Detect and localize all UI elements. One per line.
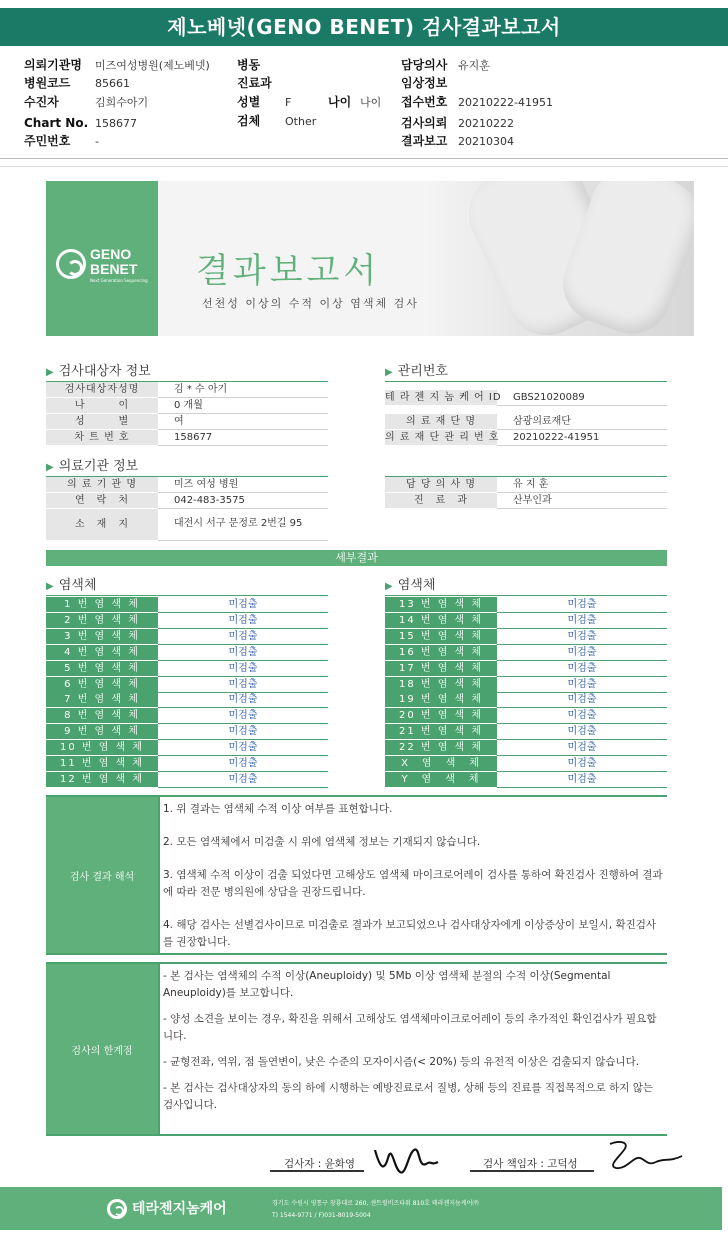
chromosome-result: 미검출: [158, 677, 328, 693]
chromosome-name: 1 번 염 색 체: [46, 597, 158, 612]
chromosome-row: [46, 629, 328, 645]
field-label: 검체: [237, 114, 261, 128]
arrow-icon: ▶: [46, 581, 54, 592]
logo-text: GENO BENET: [90, 246, 138, 277]
chromosome-name: 19 번 염 색 체: [385, 692, 497, 707]
chromosome-result: 미검출: [497, 629, 667, 645]
chromosome-row: [385, 645, 667, 661]
chromosome-result: 미검출: [158, 597, 328, 613]
chromosome-name: 15 번 염 색 체: [385, 629, 497, 644]
info-row: 나 이 0 개월: [46, 398, 328, 414]
banner-logo-panel: [46, 181, 158, 336]
banner-photo: [426, 181, 694, 336]
info-row: 담 당 의 사 명 유 지 훈: [385, 477, 667, 493]
signature-line: [470, 1170, 594, 1172]
section-title-chromosome: ▶ 염색체: [46, 578, 97, 593]
section-title-chromosome: ▶ 염색체: [385, 578, 436, 593]
chromosome-result: 미검출: [158, 756, 328, 772]
chromosome-result: 미검출: [497, 661, 667, 677]
info-row: 의 료 기 관 명 미즈 여성 병원: [46, 477, 328, 493]
company-address: 경기도 수원시 영통구 창룡대로 260, 센트럴비즈타워 810호 테라젠지놈케어㈜ T) 1544-9771 / F)031-8019-5004: [272, 1200, 479, 1219]
chromosome-row: [46, 645, 328, 661]
chromosome-name: 17 번 염 색 체: [385, 661, 497, 676]
section-title-subject: ▶ 검사대상자 정보: [46, 364, 151, 379]
limitation-item: - 양성 소견을 보이는 경우, 확진을 위해서 고해상도 염색체마이크로어레이 등의 추가적인 확인검사가 필요합니다.: [163, 1013, 657, 1042]
divider: [0, 158, 728, 159]
chromosome-row: [385, 661, 667, 677]
field-label: 주민번호: [24, 134, 71, 148]
field-value: Other: [285, 115, 317, 128]
field-label: 성별: [237, 95, 261, 109]
divider: [385, 595, 667, 596]
chromosome-row: [385, 756, 667, 772]
chromosome-result: 미검출: [158, 740, 328, 756]
field-label: 수진자: [24, 95, 59, 109]
genobenet-logo: [56, 247, 151, 287]
chromosome-name: 5 번 염 색 체: [46, 661, 158, 676]
signature-line: [270, 1170, 364, 1172]
report-title: 제노베넷(GENO BENET) 검사결과보고서: [0, 8, 728, 46]
field-value: 김희수아기: [95, 96, 149, 109]
field-value: F: [285, 96, 292, 109]
field-label: 결과보고: [401, 134, 448, 148]
chromosome-result: 미검출: [497, 597, 667, 613]
info-row: 성 별 여: [46, 414, 328, 430]
chromosome-result: 미검출: [497, 708, 667, 724]
limitations-block: [46, 962, 667, 1136]
chromosome-name: 22 번 염 색 체: [385, 740, 497, 755]
chromosome-row: [46, 613, 328, 629]
limitations-body: [158, 964, 667, 1134]
info-row: 소 재 지 대전시 서구 문정로 2번길 95: [46, 509, 328, 541]
footer: [0, 1187, 722, 1230]
banner-subtitle: 선천성 이상의 수적 이상 염색체 검사: [202, 297, 419, 310]
chromosome-name: 3 번 염 색 체: [46, 629, 158, 644]
chromosome-row: [46, 772, 328, 788]
arrow-icon: ▶: [46, 367, 54, 378]
arrow-icon: ▶: [385, 581, 393, 592]
section-title-management: ▶ 관리번호: [385, 364, 448, 379]
info-row: 차 트 번 호 158677: [46, 430, 328, 446]
field-value: 유지훈: [458, 59, 490, 72]
interpretation-item: 4. 해당 검사는 선별검사이므로 미검출로 결과가 보고되었으나 검사대상자에게 이상증상이 보일시, 확진검사를 권장합니다.: [163, 919, 657, 948]
chromosome-name: 16 번 염 색 체: [385, 645, 497, 660]
limitation-item: - 균형전좌, 역위, 점 돌연변이, 낮은 수준의 모자이시즘(< 20%) 등의 유전적 이상은 검출되지 않습니다.: [163, 1056, 640, 1068]
chromosome-name: 9 번 염 색 체: [46, 724, 158, 739]
chromosome-row: [385, 724, 667, 740]
interpretation-item: 1. 위 결과는 염색체 수적 이상 여부를 표현합니다.: [163, 803, 393, 815]
chromosome-name: 8 번 염 색 체: [46, 708, 158, 723]
field-value: -: [95, 135, 99, 148]
chromosome-name: 2 번 염 색 체: [46, 613, 158, 628]
field-label: 병동: [237, 58, 261, 72]
chromosome-result: 미검출: [158, 708, 328, 724]
field-label: 검사의뢰: [401, 116, 448, 130]
chromosome-row: [46, 708, 328, 724]
arrow-icon: ▶: [46, 462, 54, 473]
field-label: Chart No.: [24, 116, 89, 130]
info-row: 의 료 재 단 명 삼광의료재단: [385, 414, 667, 430]
chromosome-row: [385, 597, 667, 613]
field-value: 85661: [95, 77, 130, 90]
chromosome-name: 7 번 염 색 체: [46, 692, 158, 707]
chromosome-row: [46, 692, 328, 708]
info-row: 진 료 과 산부인과: [385, 493, 667, 509]
chromosome-result: 미검출: [497, 756, 667, 772]
header-row: [24, 56, 82, 74]
chromosome-result: 미검출: [158, 661, 328, 677]
field-label: 임상정보: [401, 76, 448, 90]
chromosome-row: [46, 756, 328, 772]
arrow-icon: ▶: [385, 367, 393, 378]
manager-name: 검사 책임자 : 고덕성: [483, 1158, 578, 1170]
tester-signature: [370, 1138, 440, 1178]
field-value: 158677: [95, 117, 137, 130]
chromosome-result: 미검출: [497, 740, 667, 756]
manager-signature: [600, 1136, 690, 1176]
field-value: 20210222: [458, 117, 514, 130]
company-name: 테라젠지놈케어: [132, 1201, 227, 1217]
interpretation-label: 검사 결과 해석: [46, 797, 158, 953]
interpretation-body: [158, 797, 667, 953]
chromosome-row: [385, 613, 667, 629]
interpretation-item: 3. 염색체 수적 이상이 검출 되었다면 고해상도 염색체 마이크로어레이 검사를 통하여 확진검사 진행하여 결과에 따라 전문 병의원에 상담을 권장드립니다.: [163, 869, 663, 898]
info-row: 검사대상자성명 김 * 수 아기: [46, 382, 328, 398]
chromosome-name: 11 번 염 색 체: [46, 756, 158, 771]
chromosome-name: 14 번 염 색 체: [385, 613, 497, 628]
section-title-institution: ▶ 의료기관 정보: [46, 459, 139, 474]
chromosome-row: [385, 740, 667, 756]
chromosome-row: [385, 708, 667, 724]
chromosome-result: 미검출: [158, 613, 328, 629]
interpretation-block: [46, 795, 667, 955]
field-label: 접수번호: [401, 95, 448, 109]
chromosome-name: 6 번 염 색 체: [46, 677, 158, 692]
chromosome-name: 12 번 염 색 체: [46, 772, 158, 787]
chromosome-row: [385, 629, 667, 645]
company-logo-icon: [107, 1199, 127, 1219]
info-row: 의 료 재 단 관 리 번 호 20210222-41951: [385, 430, 667, 446]
chromosome-name: 10 번 염 색 체: [46, 740, 158, 755]
chromosome-row: [46, 740, 328, 756]
chromosome-name: 20 번 염 색 체: [385, 708, 497, 723]
chromosome-name: 21 번 염 색 체: [385, 724, 497, 739]
field-label: 의뢰기관명: [24, 58, 82, 72]
limitation-item: - 본 검사는 검사대상자의 동의 하에 시행하는 예방진료로서 질병, 상해 등의 진료를 직접목적으로 하지 않는 검사입니다.: [163, 1082, 654, 1111]
chromosome-name: 18 번 염 색 체: [385, 677, 497, 692]
chromosome-result: 미검출: [497, 677, 667, 693]
chromosome-result: 미검출: [497, 724, 667, 740]
chromosome-row: [46, 597, 328, 613]
detail-results-bar: 세부결과: [46, 550, 667, 566]
tester-name: 검사자 : 윤화영: [284, 1158, 356, 1170]
field-label: 나이: [328, 95, 352, 109]
divider: [385, 381, 667, 382]
chromosome-result: 미검출: [497, 613, 667, 629]
logo-icon: [56, 249, 86, 279]
report-banner: [46, 181, 694, 336]
divider: [46, 595, 328, 596]
chromosome-result: 미검출: [158, 645, 328, 661]
field-value: 20210304: [458, 135, 514, 148]
chromosome-name: X 염 색 체: [385, 756, 497, 771]
chromosome-name: Y 염 색 체: [385, 772, 497, 787]
field-value: 20210222-41951: [458, 96, 553, 109]
field-label: 진료과: [237, 76, 272, 90]
interpretation-item: 2. 모든 염색체에서 미검출 시 위에 염색체 정보는 기재되지 않습니다.: [163, 836, 481, 848]
chromosome-result: 미검출: [497, 645, 667, 661]
divider: [0, 166, 728, 167]
limitation-item: - 본 검사는 염색체의 수적 이상(Aneuploidy) 및 5Mb 이상 염색체 분절의 수적 이상(Segmental Aneuploidy)를 보고합니다.: [163, 970, 611, 999]
info-row: 연 락 처 042-483-3575: [46, 493, 328, 509]
chromosome-row: [385, 677, 667, 693]
chromosome-row: [385, 772, 667, 788]
chromosome-result: 미검출: [158, 629, 328, 645]
info-row: 테 라 젠 지 놈 케 어 ID GBS21020089: [385, 390, 667, 406]
chromosome-name: 13 번 염 색 체: [385, 597, 497, 612]
chromosome-result: 미검출: [158, 724, 328, 740]
chromosome-name: 4 번 염 색 체: [46, 645, 158, 660]
logo-subtext: Next Generation Sequencing: [90, 278, 148, 283]
field-value: 미즈여성병원(제노베넷): [95, 59, 210, 72]
limitations-label: 검사의 한계점: [46, 964, 158, 1134]
field-label: 병원코드: [24, 76, 71, 90]
chromosome-result: 미검출: [158, 772, 328, 788]
banner-title: 결과보고서: [196, 251, 381, 291]
chromosome-row: [46, 677, 328, 693]
field-label: 담당의사: [401, 58, 448, 72]
chromosome-row: [46, 724, 328, 740]
field-value: 나이: [360, 96, 382, 109]
chromosome-result: 미검출: [497, 772, 667, 788]
chromosome-result: 미검출: [158, 692, 328, 708]
chromosome-result: 미검출: [497, 692, 667, 708]
chromosome-row: [385, 692, 667, 708]
chromosome-row: [46, 661, 328, 677]
